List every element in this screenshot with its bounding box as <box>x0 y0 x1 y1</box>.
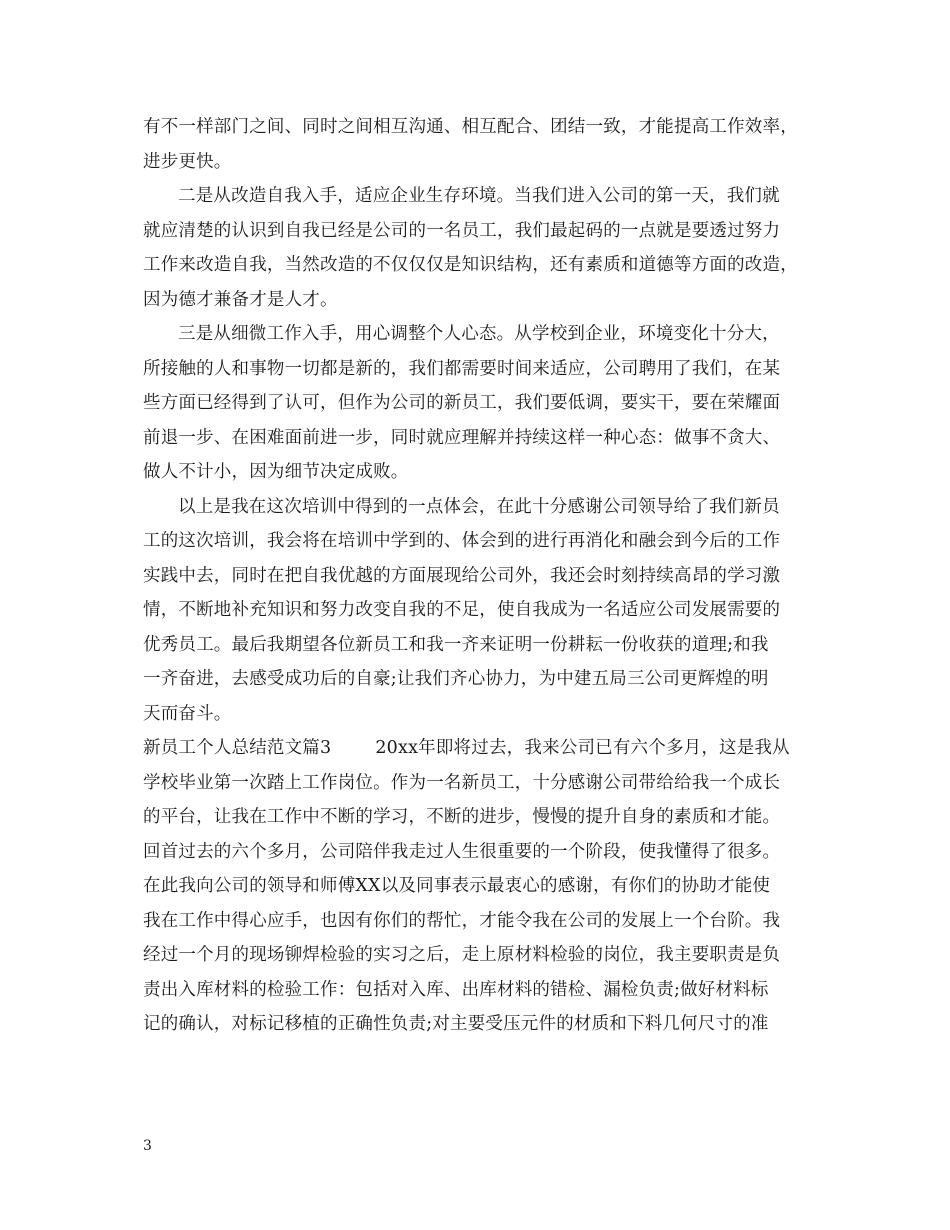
section-intro-text: 20xx年即将过去，我来公司已有六个多月，这是我从 <box>375 738 790 758</box>
text-line: 经过一个月的现场铆焊检验的实习之后，走上原材料检验的岗位，我主要职责是负 <box>143 945 781 965</box>
text-line: 前退一步、在困难面前进一步，同时就应理解并持续这样一种心态：做事不贪大、 <box>143 427 781 448</box>
text-line: 进步更快。 <box>143 151 232 172</box>
section-heading: 新员工个人总结范文篇3 <box>143 738 332 758</box>
text-line: 些方面已经得到了认可，但作为公司的新员工，我们要低调，要实干，要在荣耀面 <box>143 393 781 413</box>
text-line: 的平台，让我在工作中不断的学习，不断的进步，慢慢的提升自身的素质和才能。 <box>143 807 781 827</box>
text-line: 实践中去，同时在把自我优越的方面展现给公司外，我还会时刻持续高昂的学习激 <box>143 565 781 586</box>
text-line: 情，不断地补充知识和努力改变自我的不足，使自我成为一名适应公司发展需要的 <box>143 600 781 620</box>
text-line: 工的这次培训，我会将在培训中学到的、体会到的进行再消化和融会到今后的工作 <box>143 531 781 551</box>
text-line: 就应清楚的认识到自我已经是公司的一名员工，我们最起码的一点就是要透过努力 <box>143 220 781 241</box>
text-line: 回首过去的六个多月，公司陪伴我走过人生很重要的一个阶段，使我懂得了很多。 <box>143 841 781 862</box>
page-number: 3 <box>143 1138 152 1154</box>
text-line: 责出入库材料的检验工作：包括对入库、出库材料的错检、漏检负责;做好材料标 <box>143 979 769 1000</box>
text-line: 学校毕业第一次踏上工作岗位。作为一名新员工，十分感谢公司带给给我一个成长 <box>143 772 781 793</box>
text-line: 所接触的人和事物一切都是新的，我们都需要时间来适应，公司聘用了我们，在某 <box>143 358 781 379</box>
paragraph-start-line: 以上是我在这次培训中得到的一点体会，在此十分感谢公司领导给了我们新员 <box>178 496 780 517</box>
text-line: 在此我向公司的领导和师傅XX以及同事表示最衷心的感谢，有你们的协助才能使 <box>143 876 771 896</box>
text-line: 因为德才兼备才是人才。 <box>143 289 338 310</box>
text-line: 做人不计小，因为细节决定成败。 <box>143 462 409 482</box>
document-body <box>143 110 811 1042</box>
paragraph-start-line: 二是从改造自我入手，适应企业生存环境。当我们进入公司的第一天，我们就 <box>178 186 780 206</box>
text-line: 一齐奋进，去感受成功后的自豪;让我们齐心协力，为中建五局三公司更辉煌的明 <box>143 669 769 689</box>
text-line: 工作来改造自我，当然改造的不仅仅仅是知识结构，还有素质和道德等方面的改造， <box>143 255 798 275</box>
text-line: 我在工作中得心应手，也因有你们的帮忙，才能令我在公司的发展上一个台阶。我 <box>143 910 781 931</box>
text-line: 有不一样部门之间、同时之间相互沟通、相互配合、团结一致，才能提高工作效率， <box>143 117 798 137</box>
section-heading-line <box>143 731 811 766</box>
text-line: 天而奋斗。 <box>143 703 232 724</box>
paragraph-start-line: 三是从细微工作入手，用心调整个人心态。从学校到企业，环境变化十分大， <box>178 324 780 344</box>
text-line: 优秀员工。最后我期望各位新员工和我一齐来证明一份耕耘一份收获的道理;和我 <box>143 634 769 655</box>
text-line: 记的确认，对标记移植的正确性负责;对主要受压元件的材质和下料几何尺寸的准 <box>143 1014 769 1034</box>
